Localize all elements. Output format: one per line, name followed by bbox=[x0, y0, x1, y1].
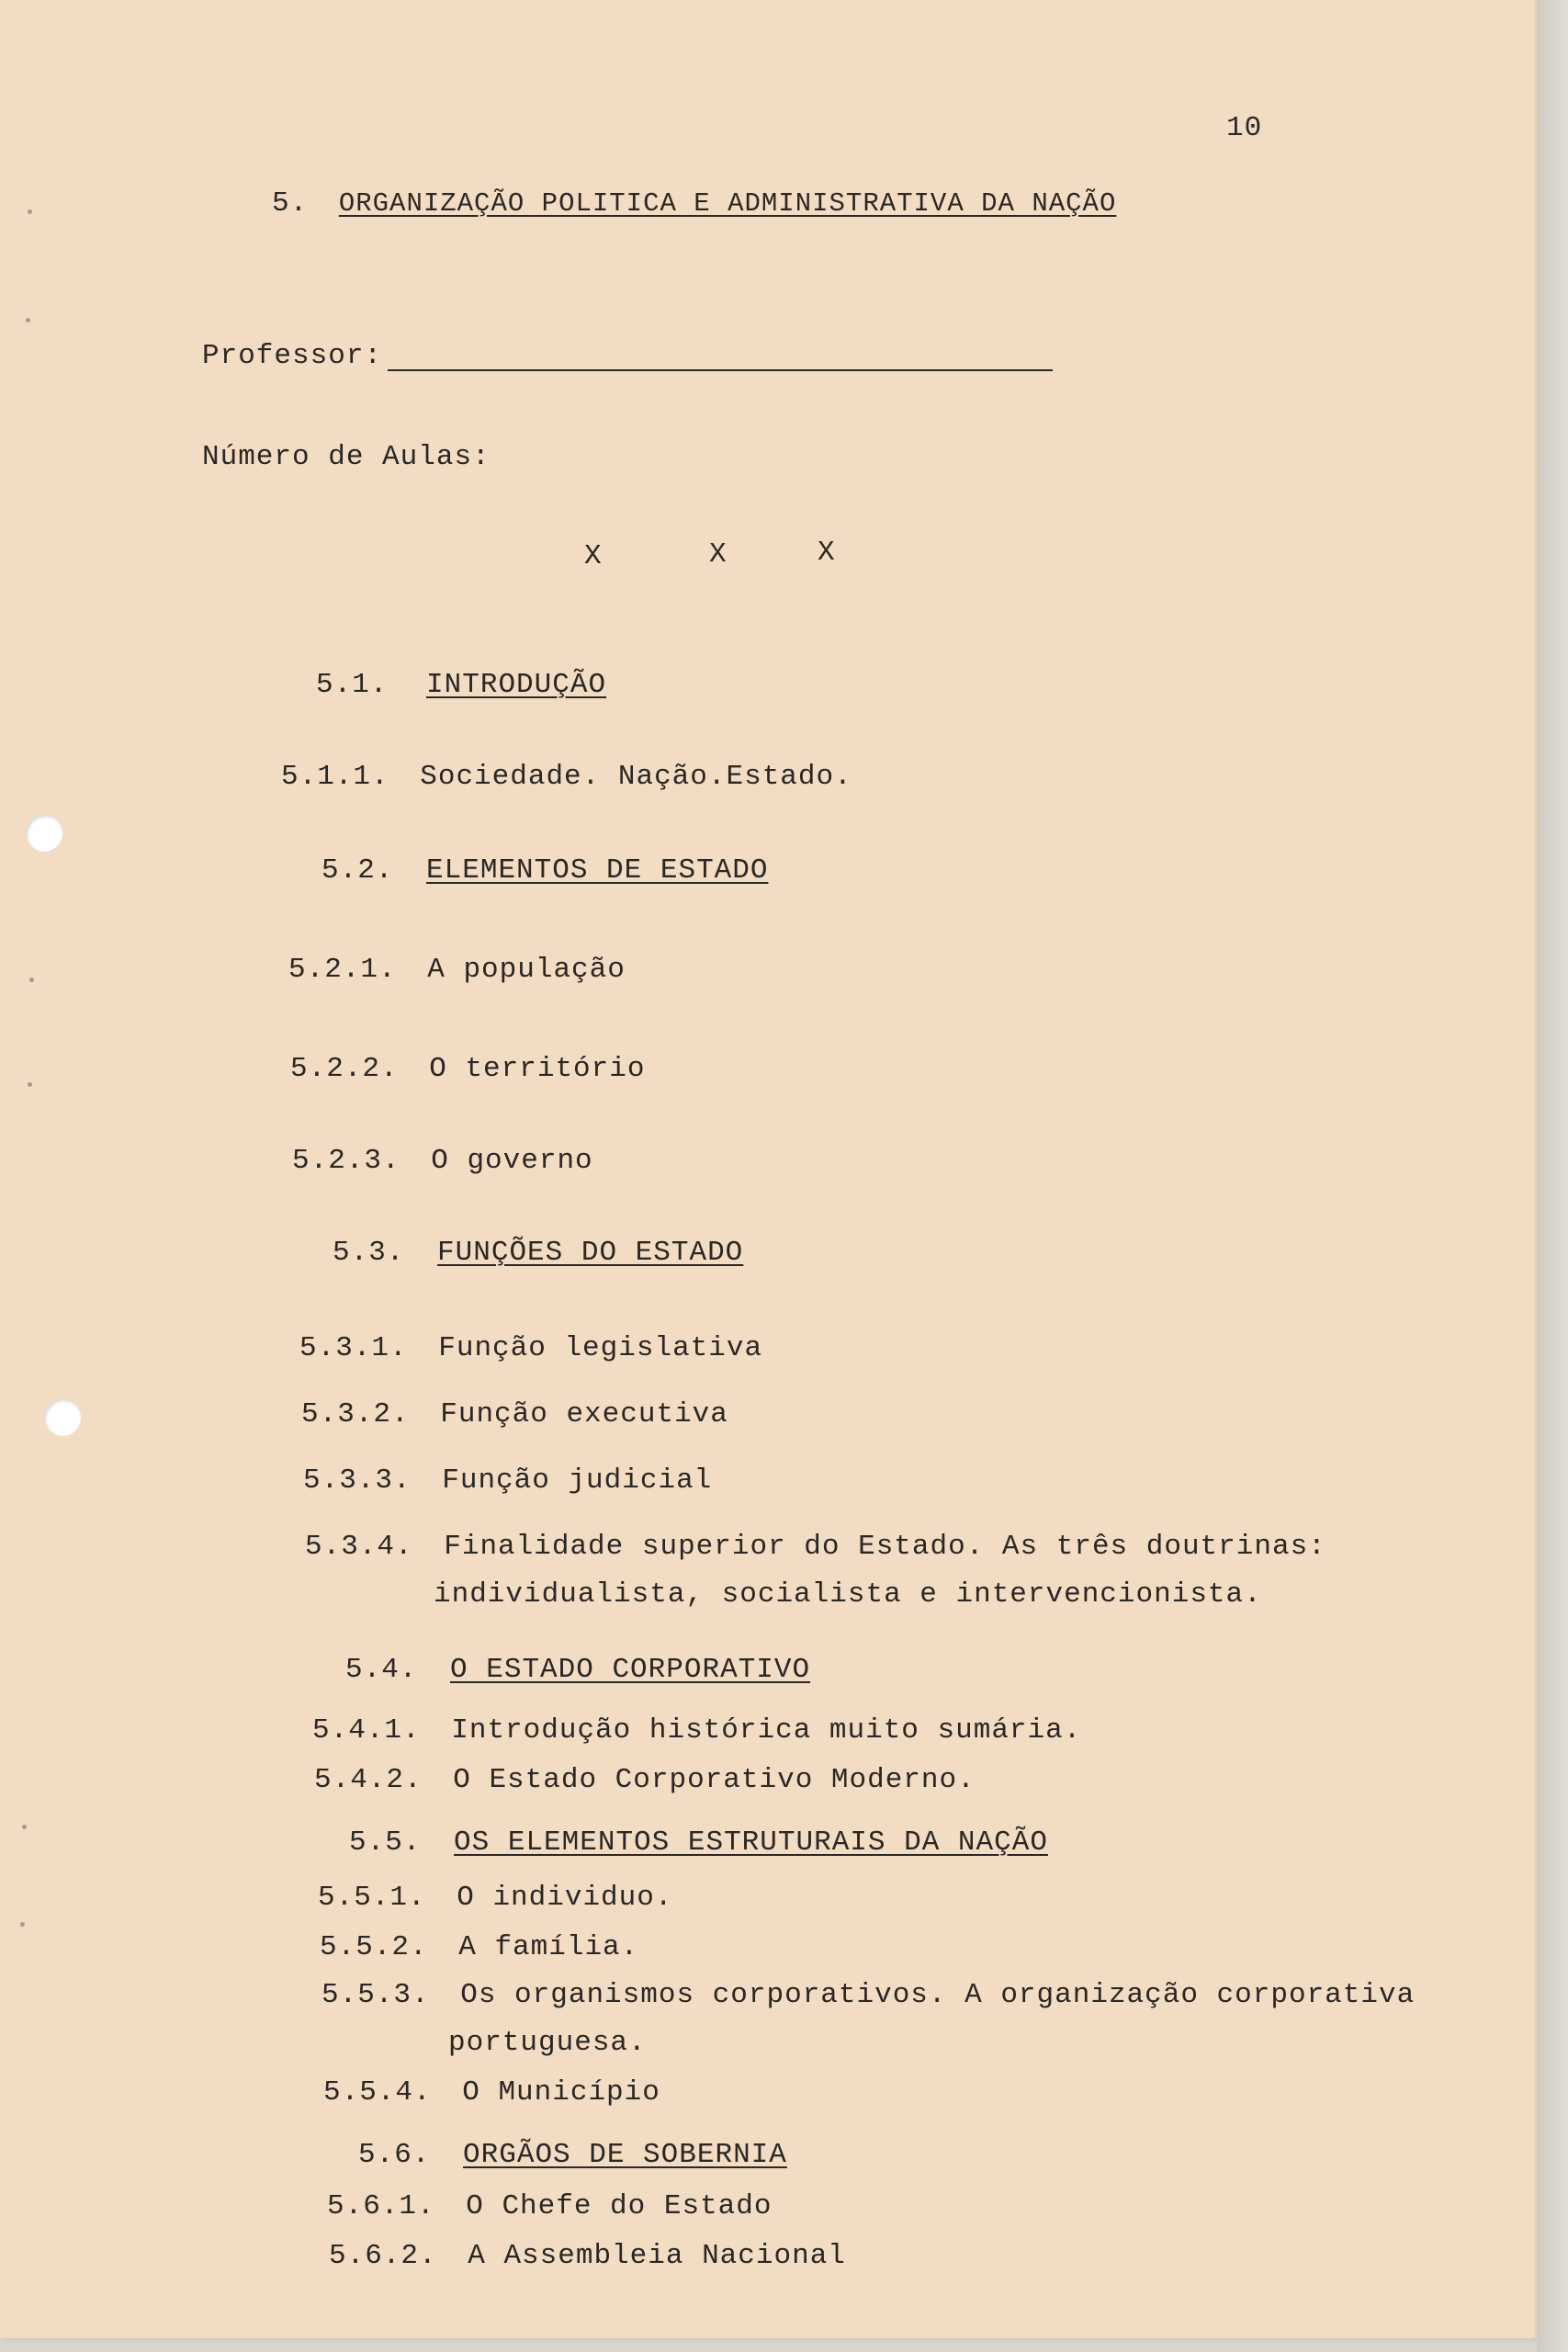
margin-mark bbox=[28, 1082, 32, 1087]
section-heading: 5.1. INTRODUÇÃO bbox=[316, 669, 607, 701]
separator-x-3: X bbox=[818, 537, 836, 569]
page-number: 10 bbox=[1226, 112, 1263, 144]
heading-number: 5. bbox=[272, 187, 309, 220]
outline-item: 5.5.1. O individuo. bbox=[318, 1882, 673, 1914]
outline-item: 5.6.1. O Chefe do Estado bbox=[327, 2190, 773, 2222]
page-heading bbox=[272, 189, 1116, 218]
outline-item: 5.3.1. Função legislativa bbox=[299, 1332, 763, 1364]
outline-item-continuation: portuguesa. bbox=[448, 2027, 647, 2059]
section-heading: 5.4. O ESTADO CORPORATIVO bbox=[345, 1654, 811, 1686]
lessons-label: Número de Aulas: bbox=[202, 441, 491, 473]
separator-x-1: X bbox=[584, 540, 603, 572]
margin-mark bbox=[20, 1922, 25, 1927]
margin-mark bbox=[29, 978, 34, 982]
margin-mark bbox=[26, 318, 30, 322]
outline-item: 5.5.3. Os organismos corporativos. A organização corporativa bbox=[321, 1979, 1416, 2011]
outline-item: 5.6.2. A Assembleia Nacional bbox=[329, 2240, 846, 2272]
separator-x-2: X bbox=[709, 538, 728, 571]
outline-item: 5.3.4. Finalidade superior do Estado. As três doutrinas: bbox=[305, 1531, 1326, 1563]
outline-item: 5.4.1. Introdução histórica muito sumária. bbox=[312, 1714, 1082, 1747]
outline-item: 5.2.1. A população bbox=[288, 954, 626, 986]
outline-item: 5.3.3. Função judicial bbox=[303, 1464, 713, 1497]
outline-item: 5.3.2. Função executiva bbox=[301, 1398, 728, 1430]
section-heading: 5.2. ELEMENTOS DE ESTADO bbox=[321, 854, 769, 887]
outline-item: 5.5.2. A família. bbox=[320, 1931, 639, 1963]
punch-hole-top bbox=[26, 815, 62, 852]
outline-item: 5.4.2. O Estado Corporativo Moderno. bbox=[314, 1764, 976, 1796]
section-heading: 5.3. FUNÇÕES DO ESTADO bbox=[333, 1237, 744, 1269]
outline-item: 5.2.2. O território bbox=[290, 1053, 646, 1085]
outline-item: 5.1.1. Sociedade. Nação.Estado. bbox=[281, 761, 852, 793]
punch-hole-bottom bbox=[44, 1399, 81, 1436]
outline-item: 5.2.3. O governo bbox=[292, 1145, 593, 1177]
outline-item: 5.5.4. O Município bbox=[323, 2076, 660, 2109]
outline-item-continuation: individualista, socialista e intervencionista. bbox=[434, 1578, 1262, 1611]
section-heading: 5.5. OS ELEMENTOS ESTRUTURAIS DA NAÇÃO bbox=[349, 1826, 1048, 1859]
heading-title: ORGANIZAÇÃO POLITICA E ADMINISTRATIVA DA NAÇÃO bbox=[338, 188, 1117, 219]
professor-signature-line bbox=[388, 369, 1053, 371]
section-heading: 5.6. ORGÃOS DE SOBERNIA bbox=[358, 2139, 787, 2171]
margin-mark bbox=[28, 209, 32, 214]
scan-background-strip bbox=[1537, 0, 1568, 2352]
professor-label: Professor: bbox=[202, 340, 383, 372]
margin-mark bbox=[22, 1825, 27, 1829]
